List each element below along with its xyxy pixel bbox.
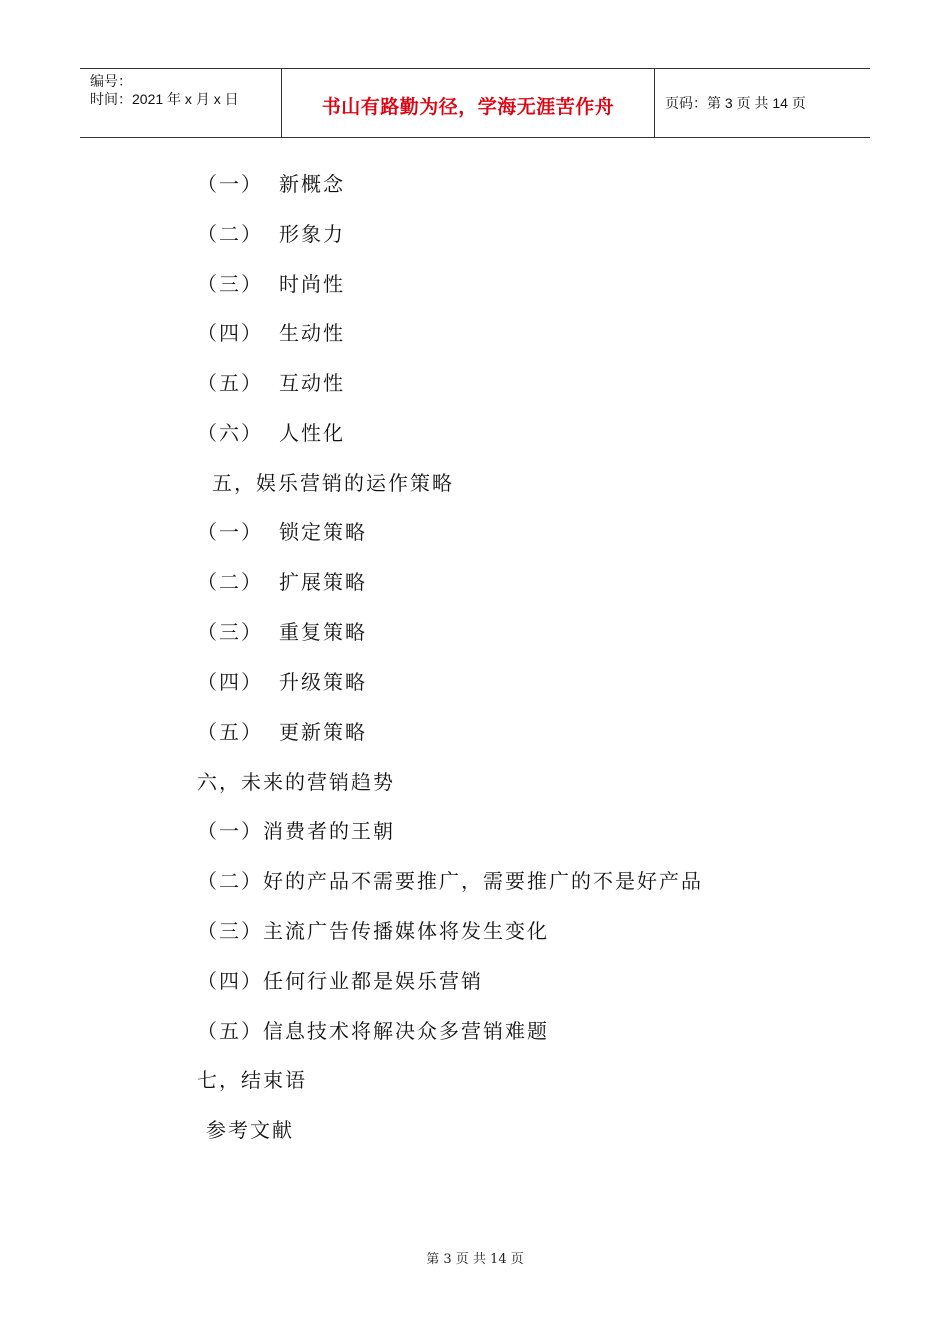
- outline-item: [197, 421, 345, 445]
- section-heading: [206, 1118, 294, 1142]
- outline-item: [197, 919, 549, 943]
- item-text: 主流广告传播媒体将发生变化: [263, 919, 549, 943]
- item-number: （五）: [197, 720, 263, 744]
- item-number: （五）: [197, 371, 263, 395]
- item-number: （三）: [197, 272, 263, 296]
- time-label: 时间：2021 年 x 月 x 日: [90, 91, 239, 107]
- outline-item: [197, 670, 367, 694]
- outline-item: [197, 520, 367, 544]
- outline-item: [197, 321, 345, 345]
- item-number: （五）: [197, 1019, 263, 1043]
- outline-item: [197, 222, 345, 246]
- item-text: 六，未来的营销趋势: [197, 770, 395, 794]
- item-text: 消费者的王朝: [263, 819, 395, 843]
- outline-item: [197, 720, 367, 744]
- outline-item: [197, 1019, 549, 1043]
- item-text: 扩展策略: [279, 570, 367, 594]
- item-number: （二）: [197, 570, 263, 594]
- item-number: （四）: [197, 969, 263, 993]
- section-heading: [197, 770, 395, 794]
- section-heading: [197, 1068, 307, 1092]
- section-heading: [212, 471, 454, 495]
- item-number: （四）: [197, 670, 263, 694]
- outline-item: [197, 272, 345, 296]
- item-number: （四）: [197, 321, 263, 345]
- item-text: 生动性: [279, 321, 345, 345]
- page-footer: 第 3 页 共 14 页: [426, 1252, 524, 1267]
- outline-item: [197, 620, 367, 644]
- item-text: 时尚性: [279, 272, 345, 296]
- outline-item: [197, 869, 703, 893]
- outline-item: [197, 371, 345, 395]
- item-number: （一）: [197, 172, 263, 196]
- item-text: 参考文献: [206, 1118, 294, 1142]
- item-text: 信息技术将解决众多营销难题: [263, 1019, 549, 1043]
- header-info-cell: [80, 69, 282, 137]
- header-page-cell: [655, 69, 870, 137]
- outline-item: [197, 969, 483, 993]
- item-number: （一）: [197, 520, 263, 544]
- item-text: 重复策略: [279, 620, 367, 644]
- item-text: 任何行业都是娱乐营销: [263, 969, 483, 993]
- item-text: 新概念: [279, 172, 345, 196]
- header-motto-cell: [282, 69, 655, 137]
- item-text: 升级策略: [279, 670, 367, 694]
- item-number: （三）: [197, 620, 263, 644]
- page-header: [80, 68, 870, 138]
- item-number: （一）: [197, 819, 263, 843]
- item-text: 七，结束语: [197, 1068, 307, 1092]
- page-label: 页码：第 3 页 共 14 页: [665, 95, 806, 111]
- item-number: （三）: [197, 919, 263, 943]
- motto: 书山有路勤为径，学海无涯苦作舟: [321, 96, 615, 118]
- outline-item: [197, 819, 395, 843]
- item-number: （二）: [197, 869, 263, 893]
- outline-item: [197, 172, 345, 196]
- item-number: （六）: [197, 421, 263, 445]
- item-text: 更新策略: [279, 720, 367, 744]
- item-text: 五，娱乐营销的运作策略: [212, 471, 454, 495]
- item-text: 人性化: [279, 421, 345, 445]
- item-text: 好的产品不需要推广，需要推广的不是好产品: [263, 869, 703, 893]
- item-text: 互动性: [279, 371, 345, 395]
- item-text: 锁定策略: [279, 520, 367, 544]
- item-text: 形象力: [279, 222, 345, 246]
- item-number: （二）: [197, 222, 263, 246]
- number-label: 编号：: [90, 73, 132, 89]
- outline-item: [197, 570, 367, 594]
